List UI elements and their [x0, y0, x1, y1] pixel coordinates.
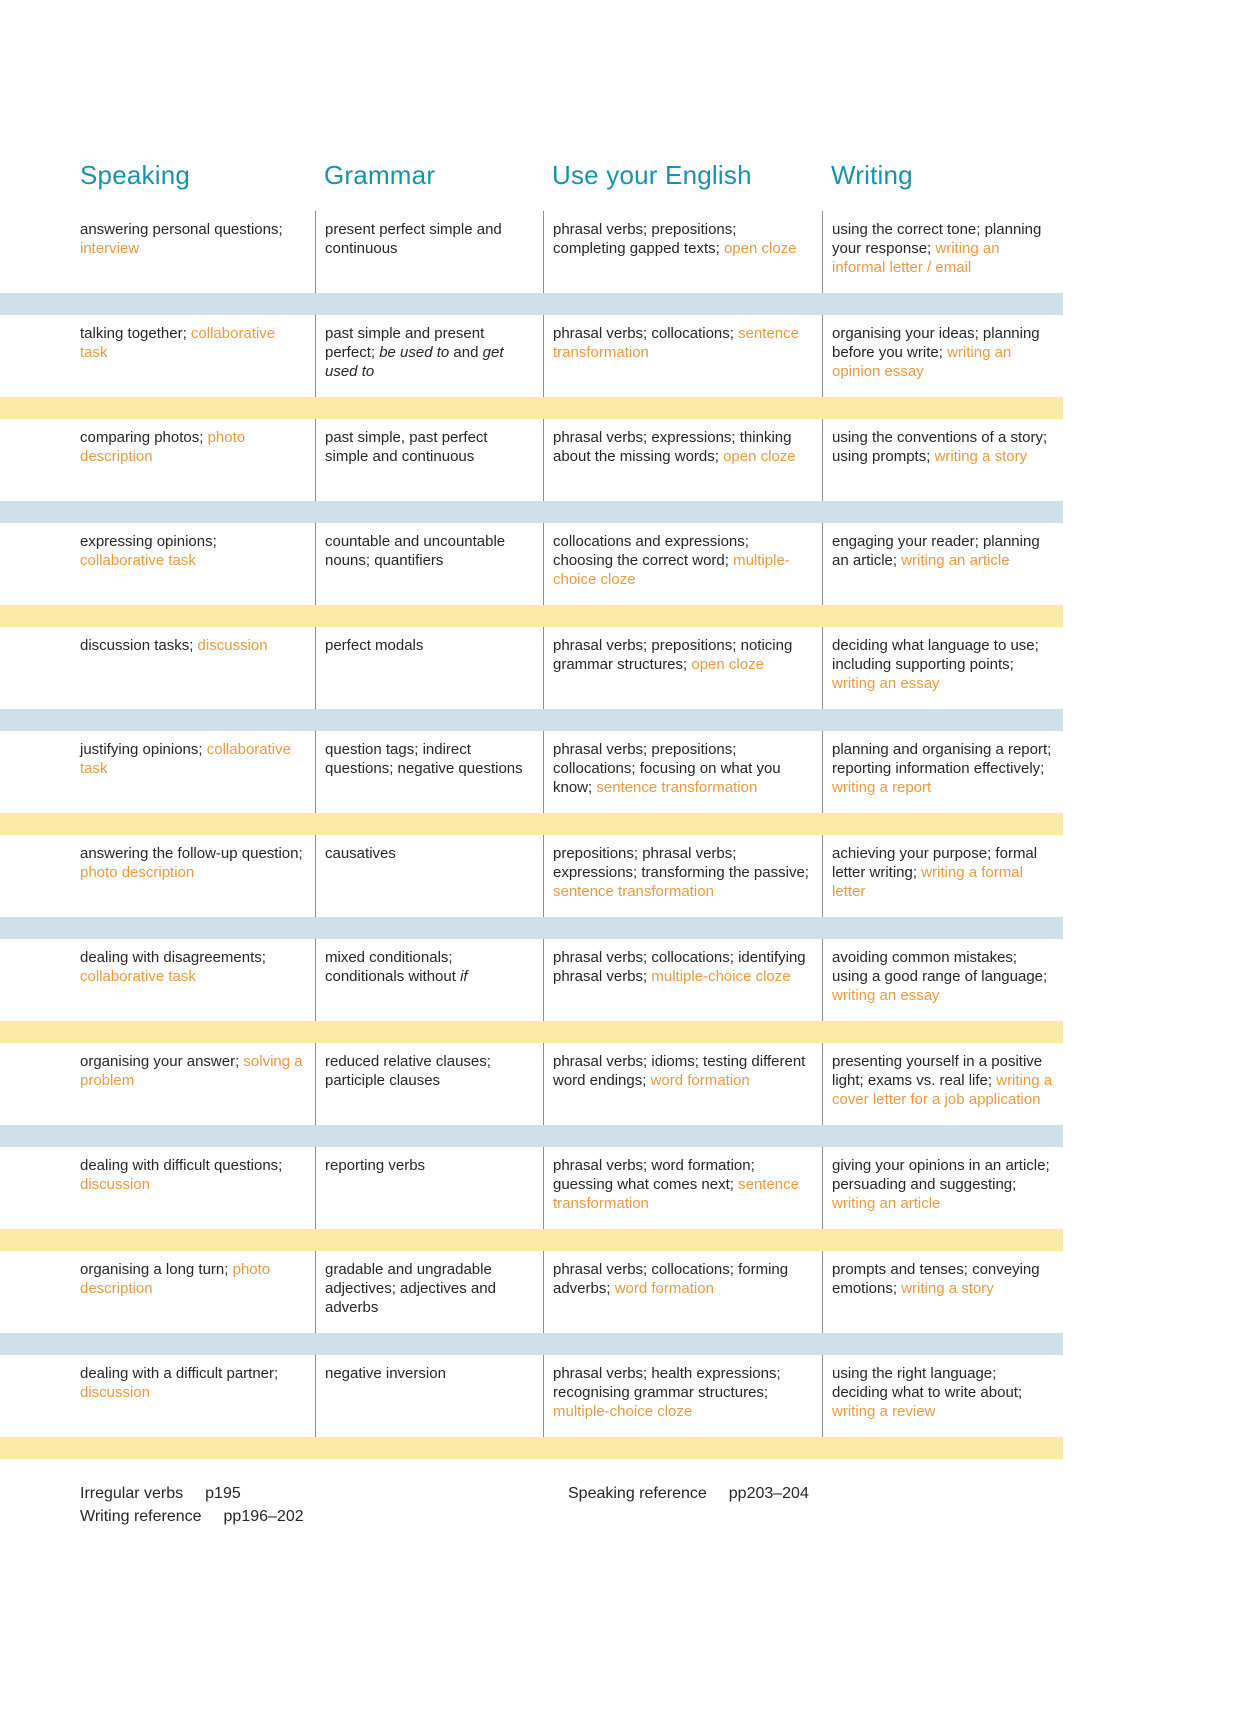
highlighted-term: writing a review [832, 1403, 936, 1420]
reference-page: pp203–204 [728, 1485, 809, 1502]
highlighted-term: writing a cover letter for a job application [832, 1072, 1053, 1108]
cell-speaking [0, 627, 315, 709]
cell-grammar [315, 419, 543, 501]
cell-text: past simple, past perfect simple and continuous [325, 429, 488, 465]
cell-text: using the correct tone; planning your response; [832, 221, 1042, 257]
cell-text: dealing with difficult questions; [80, 1157, 283, 1174]
cell-grammar [315, 1355, 543, 1437]
cell-speaking [0, 1147, 315, 1229]
highlighted-term: discussion [80, 1384, 151, 1401]
highlighted-term: open cloze [723, 240, 797, 257]
cell-text: collocations and expressions; choosing the correct word; [553, 533, 749, 569]
cell-text: reduced relative clauses; participle clauses [325, 1053, 491, 1089]
highlighted-term: writing an informal letter / email [832, 240, 1000, 276]
cell-text: organising a long turn; [80, 1261, 233, 1278]
cell-speaking [0, 1355, 315, 1437]
highlighted-term: writing a formal letter [832, 864, 1023, 900]
cell-text: and [449, 344, 483, 361]
table-row [0, 1355, 1240, 1437]
cell-use-your-english [543, 627, 822, 709]
highlighted-term: writing an article [901, 552, 1010, 569]
cell-writing [822, 419, 1065, 501]
cell-writing [822, 211, 1065, 293]
cell-text: negative inversion [325, 1365, 446, 1382]
cell-text: phrasal verbs; prepositions; collocations; focusing on what you know; [553, 741, 781, 796]
cell-text: dealing with disagreements; [80, 949, 266, 966]
cell-text: expressing opinions; [80, 533, 217, 550]
highlighted-term: open cloze [723, 448, 796, 465]
cell-use-your-english [543, 939, 822, 1021]
reference-page: p195 [205, 1485, 241, 1502]
syllabus-table-body [0, 211, 1240, 1459]
cell-writing [822, 315, 1065, 397]
cell-text: achieving your purpose; formal letter writing; [832, 845, 1038, 881]
highlighted-term: writing a report [832, 779, 932, 796]
cell-grammar [315, 731, 543, 813]
highlighted-term: writing a story [901, 1280, 994, 1297]
separator-band-blue [0, 501, 1063, 523]
cell-writing [822, 939, 1065, 1021]
column-header-use-your-english: Use your English [552, 160, 752, 190]
cell-text: using the right language; deciding what to write about; [832, 1365, 1023, 1401]
cell-text: present perfect simple and continuous [325, 221, 502, 257]
cell-use-your-english [543, 211, 822, 293]
column-header-writing: Writing [831, 160, 913, 190]
table-row [0, 315, 1240, 397]
highlighted-term: photo description [80, 864, 195, 881]
highlighted-term: discussion [80, 1176, 151, 1193]
cell-use-your-english [543, 315, 822, 397]
separator-band-yellow [0, 1229, 1063, 1251]
cell-writing [822, 1355, 1065, 1437]
reference-page: pp196–202 [223, 1508, 304, 1525]
cell-text: comparing photos; [80, 429, 208, 446]
separator-band-blue [0, 1333, 1063, 1355]
highlighted-term: photo description [80, 1261, 271, 1297]
cell-use-your-english [543, 835, 822, 917]
highlighted-term: interview [80, 240, 140, 257]
column-header-speaking: Speaking [80, 160, 191, 190]
highlighted-term: word formation [614, 1280, 714, 1297]
table-row [0, 523, 1240, 605]
cell-writing [822, 731, 1065, 813]
cell-text: phrasal verbs; collocations; [553, 325, 739, 342]
cell-text: phrasal verbs; health expressions; recognising grammar structures; [553, 1365, 781, 1401]
table-row [0, 939, 1240, 1021]
table-row [0, 835, 1240, 917]
cell-speaking [0, 835, 315, 917]
separator-band-blue [0, 293, 1063, 315]
highlighted-term: writing a story [934, 448, 1028, 465]
cell-grammar [315, 315, 543, 397]
reference-irregular-verbs [80, 1485, 568, 1503]
highlighted-term: sentence transformation [553, 883, 714, 900]
cell-text: engaging your reader; planning an article; [832, 533, 1040, 569]
cell-text: phrasal verbs; prepositions; completing gapped texts; [553, 221, 737, 257]
footer-left-block [80, 1485, 568, 1531]
cell-text: perfect modals [325, 637, 424, 654]
highlighted-term: writing an essay [832, 675, 940, 692]
reference-label: Irregular verbs [80, 1485, 184, 1502]
cell-speaking [0, 939, 315, 1021]
separator-band-yellow [0, 397, 1063, 419]
cell-use-your-english [543, 1147, 822, 1229]
highlighted-term: solving a problem [80, 1053, 303, 1089]
cell-speaking [0, 211, 315, 293]
highlighted-term: photo description [80, 429, 246, 465]
separator-band-blue [0, 917, 1063, 939]
cell-speaking [0, 523, 315, 605]
cell-text: phrasal verbs; idioms; testing different word endings; [553, 1053, 806, 1089]
cell-speaking [0, 1251, 315, 1333]
highlighted-term: open cloze [691, 656, 764, 673]
cell-speaking [0, 419, 315, 501]
cell-text: planning and organising a report; reporting information effectively; [832, 741, 1052, 777]
highlighted-term: sentence transformation [553, 1176, 799, 1212]
reference-writing [80, 1508, 568, 1526]
highlighted-term: multiple-choice cloze [553, 1403, 693, 1420]
cell-writing [822, 1251, 1065, 1333]
separator-band-yellow [0, 1021, 1063, 1043]
cell-text: using the conventions of a story; using prompts; [832, 429, 1048, 465]
cell-grammar [315, 1251, 543, 1333]
italic-term: be used to [379, 344, 450, 361]
highlighted-term: discussion [197, 637, 268, 654]
cell-text: answering personal questions; [80, 221, 283, 238]
cell-text: prompts and tenses; conveying emotions; [832, 1261, 1040, 1297]
cell-text: answering the follow-up question; [80, 845, 303, 862]
cell-text: countable and uncountable nouns; quantifiers [325, 533, 506, 569]
cell-text: phrasal verbs; word formation; guessing what comes next; [553, 1157, 755, 1193]
highlighted-term: multiple-choice cloze [553, 552, 790, 588]
cell-grammar [315, 211, 543, 293]
cell-use-your-english [543, 731, 822, 813]
highlighted-term: collaborative task [80, 968, 196, 985]
highlighted-term: multiple-choice cloze [651, 968, 791, 985]
cell-writing [822, 523, 1065, 605]
table-row [0, 627, 1240, 709]
separator-band-yellow [0, 1437, 1063, 1459]
table-row [0, 731, 1240, 813]
cell-grammar [315, 523, 543, 605]
table-row [0, 1147, 1240, 1229]
table-row [0, 419, 1240, 501]
highlighted-term: sentence transformation [596, 779, 758, 796]
footer-center-block [568, 1485, 809, 1508]
cell-use-your-english [543, 419, 822, 501]
cell-text: reporting verbs [325, 1157, 426, 1174]
highlighted-term: collaborative task [80, 325, 276, 361]
cell-writing [822, 1043, 1065, 1125]
cell-text: organising your answer; [80, 1053, 244, 1070]
cell-text: avoiding common mistakes; using a good range of language; [832, 949, 1048, 985]
cell-use-your-english [543, 1251, 822, 1333]
cell-grammar [315, 1043, 543, 1125]
cell-writing [822, 835, 1065, 917]
cell-use-your-english [543, 523, 822, 605]
footer-references [0, 1485, 1240, 1531]
highlighted-term: writing an article [832, 1195, 941, 1212]
italic-term: if [460, 968, 468, 985]
highlighted-term: word formation [650, 1072, 750, 1089]
cell-text: phrasal verbs; prepositions; noticing grammar structures; [553, 637, 793, 673]
cell-text: talking together; [80, 325, 191, 342]
highlighted-term: sentence transformation [553, 325, 799, 361]
highlighted-term: writing an opinion essay [832, 344, 1012, 380]
cell-text: question tags; indirect questions; negative questions [325, 741, 523, 777]
cell-text: justifying opinions; [80, 741, 207, 758]
italic-term: get used to [325, 344, 504, 380]
table-row [0, 1251, 1240, 1333]
highlighted-term: collaborative task [80, 552, 196, 569]
cell-use-your-english [543, 1043, 822, 1125]
cell-text: presenting yourself in a positive light; exams vs. real life; [832, 1053, 1043, 1089]
highlighted-term: writing an essay [832, 987, 940, 1004]
reference-speaking [568, 1485, 809, 1503]
cell-text: discussion tasks; [80, 637, 198, 654]
cell-speaking [0, 315, 315, 397]
table-header-row [0, 160, 1240, 191]
cell-text: prepositions; phrasal verbs; expressions; transforming the passive; [553, 845, 809, 881]
cell-writing [822, 1147, 1065, 1229]
cell-speaking [0, 1043, 315, 1125]
cell-grammar [315, 627, 543, 709]
highlighted-term: collaborative task [80, 741, 291, 777]
cell-text: deciding what language to use; including supporting points; [832, 637, 1039, 673]
cell-text: giving your opinions in an article; persuading and suggesting; [832, 1157, 1050, 1193]
cell-grammar [315, 835, 543, 917]
cell-text: causatives [325, 845, 396, 862]
table-row [0, 211, 1240, 293]
separator-band-yellow [0, 605, 1063, 627]
cell-text: phrasal verbs; expressions; thinking about the missing words; [553, 429, 792, 465]
separator-band-blue [0, 709, 1063, 731]
cell-text: phrasal verbs; collocations; identifying phrasal verbs; [553, 949, 806, 985]
cell-text: gradable and ungradable adjectives; adjectives and adverbs [325, 1261, 496, 1316]
cell-text: organising your ideas; planning before you write; [832, 325, 1040, 361]
reference-label: Writing reference [80, 1508, 202, 1525]
cell-grammar [315, 1147, 543, 1229]
separator-band-blue [0, 1125, 1063, 1147]
table-row [0, 1043, 1240, 1125]
cell-text: dealing with a difficult partner; [80, 1365, 279, 1382]
cell-speaking [0, 731, 315, 813]
reference-label: Speaking reference [568, 1485, 707, 1502]
cell-text: past simple and present perfect; [325, 325, 485, 361]
cell-grammar [315, 939, 543, 1021]
separator-band-yellow [0, 813, 1063, 835]
column-header-grammar: Grammar [324, 160, 436, 190]
cell-writing [822, 627, 1065, 709]
cell-text: phrasal verbs; collocations; forming adverbs; [553, 1261, 789, 1297]
cell-use-your-english [543, 1355, 822, 1437]
cell-text: mixed conditionals; conditionals without [325, 949, 461, 985]
